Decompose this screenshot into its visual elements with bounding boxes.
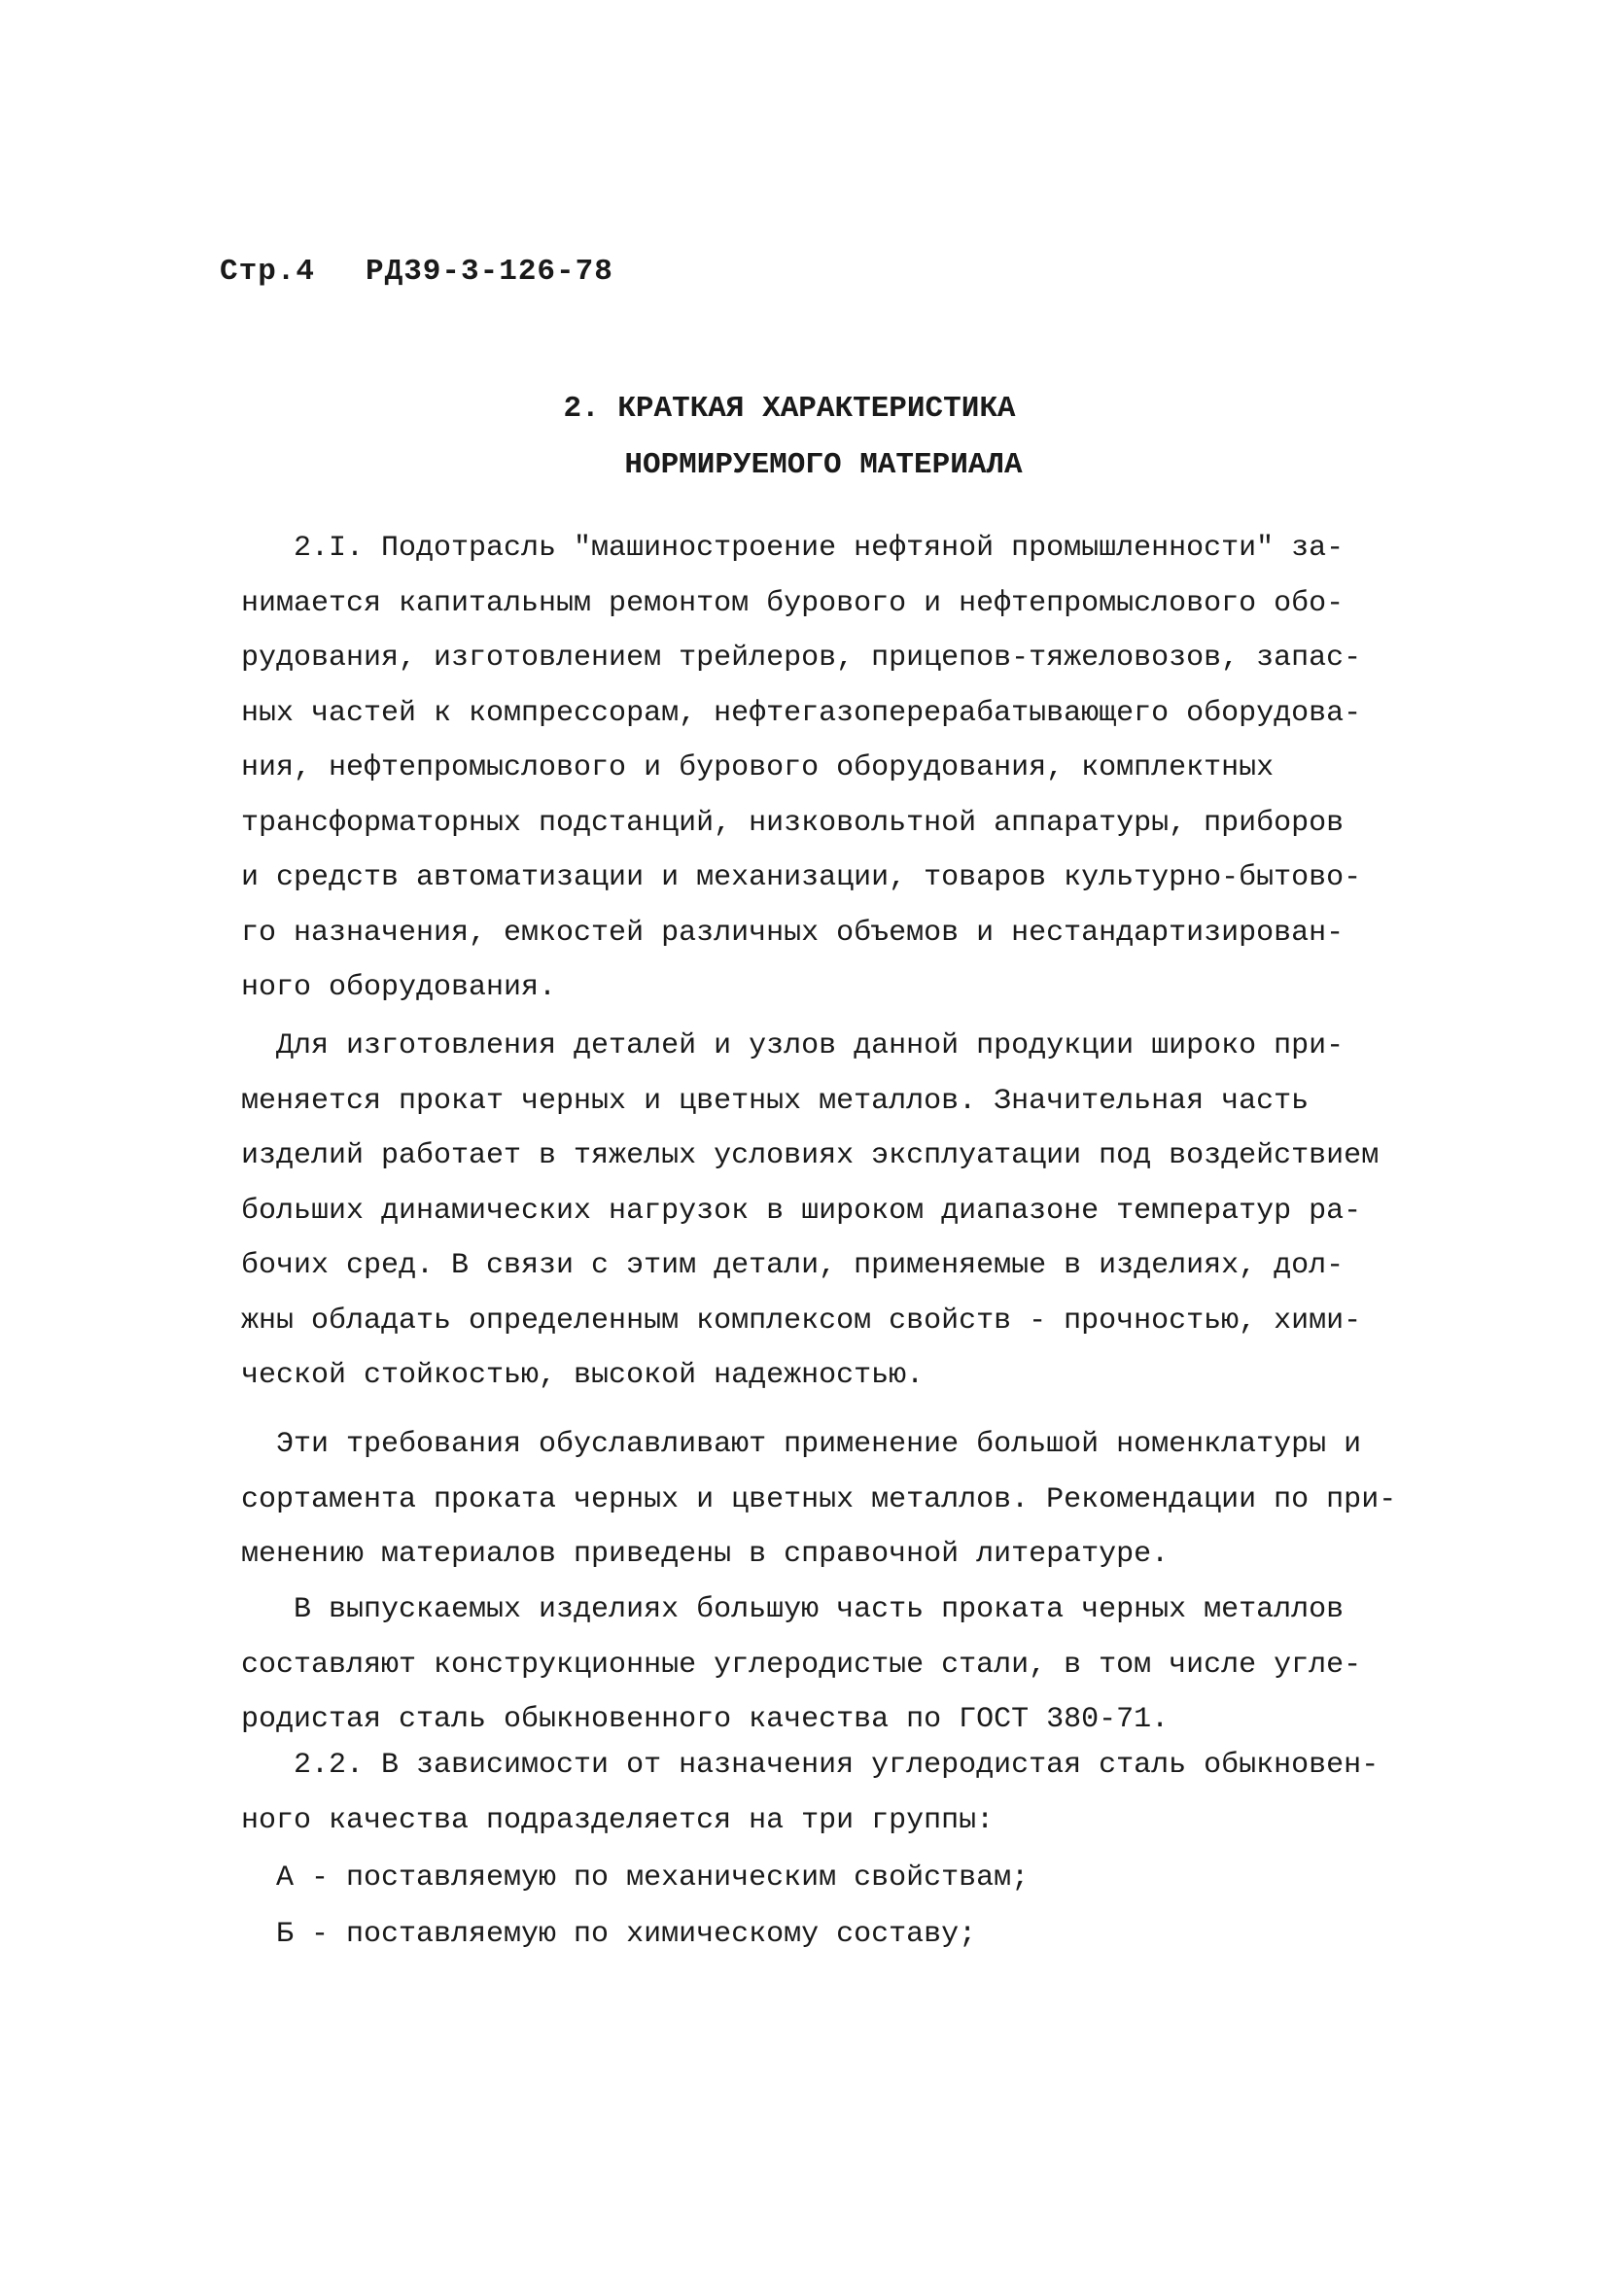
paragraph-2-1: 2.I. Подотрасль "машиностроение нефтяной промышленности" за- нимается капитальным ремонтом бурового и нефтепромыслового обо- рудования, изготовлением трейлеров, прицепов-тяжеловозов, запас- ных частей к компрессорам, нефтегазоперерабатывающего оборудова- ния, нефтепромыслового и бурового оборудования, комплектных трансформаторных подстанций, низковольтной аппаратуры, приборов и средств автоматизации и механизации, товаров культурно-бытово- го назначения, емкостей различных объемов и нестандартизирован- ного оборудования. <box>241 532 1362 1004</box>
section-title-line-2: НОРМИРУЕМОГО МАТЕРИАЛА <box>624 448 1023 482</box>
page-header <box>220 255 613 289</box>
section-title-line-1: 2. КРАТКАЯ ХАРАКТЕРИСТИКА <box>563 392 1016 426</box>
paragraph-materials-usage: Для изготовления деталей и узлов данной продукции широко при- меняется прокат черных и цветных металлов. Значительная часть изделий работает в тяжелых условиях эксплуатации под воздействием больших динамических нагрузок в широком диапазоне температур ра- бочих сред. В связи с этим детали, применяемые в изделиях, дол- жны обладать определенным комплексом свойств - прочностью, хими- ческой стойкостью, высокой надежностью. <box>241 1029 1380 1392</box>
paragraph-carbon-steel: В выпускаемых изделиях большую часть проката черных металлов составляют конструкционные углеродистые стали, в том числе угле- родистая сталь обыкновенного качества по ГОСТ 380-71. <box>241 1593 1362 1736</box>
document-code: РД39-3-126-78 <box>366 255 613 289</box>
page-number: Стр.4 <box>220 255 316 289</box>
list-item-group-b: Б - поставляемую по химическому составу; <box>241 1918 977 1951</box>
paragraph-requirements: Эти требования обуславливают применение большой номенклатуры и сортамента проката черных и цветных металлов. Рекомендации по при- менению материалов приведены в справочной литературе. <box>241 1428 1397 1571</box>
paragraph-2-2: 2.2. В зависимости от назначения углеродистая сталь обыкновен- ного качества подразделяется на три группы: <box>241 1749 1380 1837</box>
section-title <box>0 381 1608 494</box>
list-item-group-a: А - поставляемую по механическим свойствам; <box>241 1861 1030 1895</box>
